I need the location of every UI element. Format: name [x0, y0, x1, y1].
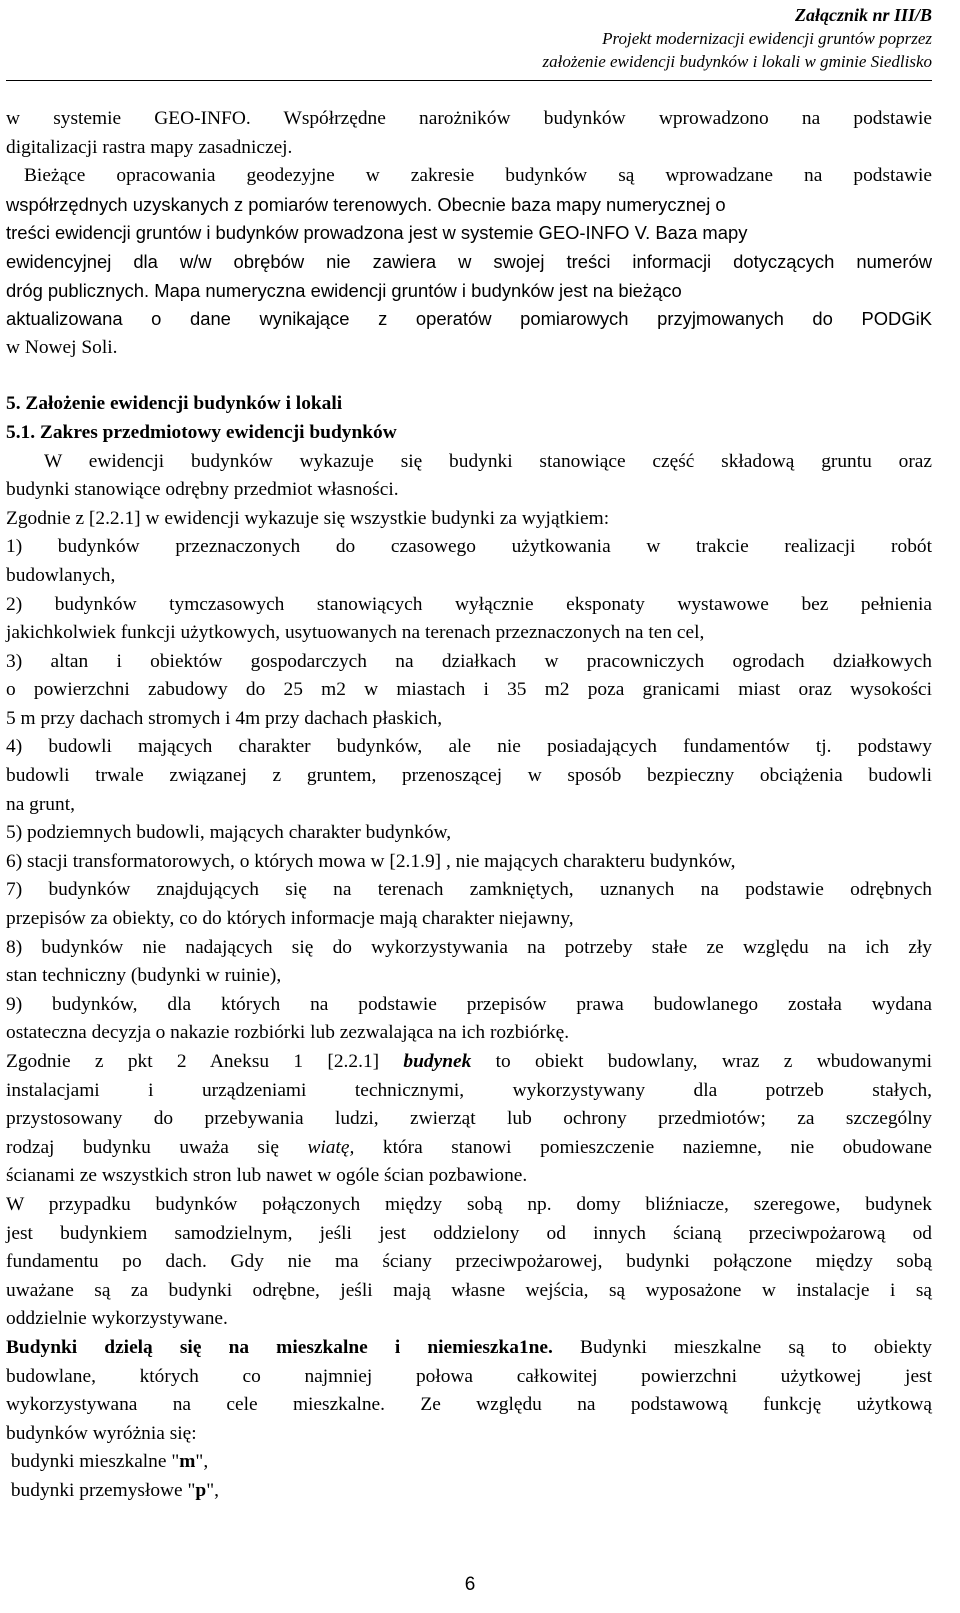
text-line: jest budynkiem samodzielnym, jeśli jest oddzielony od innych ścianą przeciwpożarową od — [6, 1222, 932, 1244]
text-line: ostateczna decyzja o nakazie rozbiórki lub zezwalająca na ich rozbiórkę. — [6, 1022, 570, 1044]
text-line: dróg publicznych. Mapa numeryczna ewidencji gruntów i budynków jest na bieżąco — [6, 279, 682, 301]
text-line: budynki stanowiące odrębny przedmiot własności. — [6, 479, 399, 501]
text-line: wykorzystywana na cele mieszkalne. Ze względu na podstawową funkcję użytkową — [6, 1394, 932, 1416]
list-item: 4) budowli mających charakter budynków, ale nie posiadających fundamentów tj. podstawy — [6, 736, 932, 758]
code-m: m — [179, 1451, 196, 1473]
text-line: o powierzchni zabudowy do 25 m2 w miastach i 35 m2 poza granicami miast oraz wysokości — [6, 679, 932, 701]
list-item: 6) stacji transformatorowych, o których mowa w [2.1.9] , nie mających charakteru budynków, — [6, 850, 736, 872]
list-item: 5) podziemnych budowli, mających charakter budynków, — [6, 822, 452, 844]
text-line: budowlanych, — [6, 564, 116, 586]
text-line: na grunt, — [6, 793, 75, 815]
text-line: budowli trwale związanej z gruntem, przenoszącej w sposób bezpieczny obciążenia budowli — [6, 765, 932, 787]
text-line: digitalizacji rastra mapy zasadniczej. — [6, 136, 293, 158]
text-line: oddzielnie wykorzystywane. — [6, 1308, 228, 1330]
text-line: w Nowej Soli. — [6, 336, 118, 358]
text-line: budowlane, których co najmniej połowa całkowitej powierzchni użytkowej jest — [6, 1365, 932, 1387]
list-item: 1) budynków przeznaczonych do czasowego użytkowania w trakcie realizacji robót — [6, 536, 932, 558]
text-line: rodzaj budynku uważa się wiatę, która stanowi pomieszczenie naziemne, nie obudowane — [6, 1136, 932, 1158]
text-line: treści ewidencji gruntów i budynków prowadzona jest w systemie GEO-INFO V. Baza mapy — [6, 222, 748, 244]
list-item: 9) budynków, dla których na podstawie przepisów prawa budowlanego została wydana — [6, 993, 932, 1015]
text-line: 5 m przy dachach stromych i 4m przy dachach płaskich, — [6, 707, 443, 729]
text-line: przepisów za obiekty, co do których informacje mają charakter niejawny, — [6, 908, 574, 930]
text-line: ewidencyjnej dla w/w obrębów nie zawiera w swojej treści informacji dotyczących numerów — [6, 250, 932, 272]
list-item: 8) budynków nie nadających się do wykorzystywania na potrzeby stałe ze względu na ich zły — [6, 936, 932, 958]
text-line: Zgodnie z [2.2.1] w ewidencji wykazuje się wszystkie budynki za wyjątkiem: — [6, 507, 610, 529]
text-line: aktualizowana o dane wynikające z operatów pomiarowych przyjmowanych do PODGiK — [6, 308, 932, 330]
text-line: w systemie GEO-INFO. Współrzędne narożników budynków wprowadzono na podstawie — [6, 108, 932, 129]
text-line: stan techniczny (budynki w ruinie), — [6, 965, 282, 987]
term-budynek: budynek — [403, 1051, 472, 1072]
text-line: przystosowany do przebywania ludzi, zwierząt lub ochrony przedmiotów; za szczególny — [6, 1108, 932, 1130]
text-line: współrzędnych uzyskanych z pomiarów terenowych. Obecnie baza mapy numerycznej o — [6, 193, 726, 215]
header-rule — [6, 80, 932, 81]
project-subtitle: założenie ewidencji budynków i lokali w gminie Siedlisko — [542, 52, 932, 71]
text-line: W ewidencji budynków wykazuje się budynki stanowiące część składową gruntu oraz — [44, 450, 932, 472]
text-line: budynków wyróżnia się: — [6, 1422, 197, 1444]
code-p: p — [195, 1479, 207, 1501]
text-line: W przypadku budynków połączonych między sobą np. domy bliźniacze, szeregowe, budynek — [6, 1193, 932, 1215]
text-line: instalacjami i urządzeniami technicznymi, wykorzystywany dla potrzeb stałych, — [6, 1079, 932, 1101]
text-line: fundamentu po dach. Gdy nie ma ściany przeciwpożarowej, budynki połączone między sobą — [6, 1251, 932, 1273]
list-item: 7) budynków znajdujących się na terenach zamkniętych, uznanych na podstawie odrębnych — [6, 879, 932, 901]
term-wiata: wiatę, — [307, 1136, 355, 1158]
text-line: Zgodnie z pkt 2 Aneksu 1 [2.2.1] budynek to obiekt budowlany, wraz z wbudowanymi — [6, 1051, 932, 1072]
text-line: ścianami ze wszystkich stron lub nawet w ogóle ścian pozbawione. — [6, 1165, 528, 1187]
attachment-label: Załącznik nr III/B — [794, 5, 932, 25]
document-body — [6, 105, 932, 1506]
text-line: uważane są za budynki odrębne, jeśli mają własne wejścia, są wyposażone w instalacje i są — [6, 1279, 932, 1301]
building-types-heading: Budynki dzielą się na mieszkalne i niemieszka1ne. — [6, 1336, 553, 1358]
page-header — [232, 4, 932, 73]
page-number: 6 — [464, 1574, 476, 1595]
list-item: 2) budynków tymczasowych stanowiących wyłącznie eksponaty wystawowe bez pełnienia — [6, 593, 932, 615]
text-line: Bieżące opracowania geodezyjne w zakresie budynków są wprowadzane na podstawie — [24, 165, 932, 187]
project-title: Projekt modernizacji ewidencji gruntów poprzez — [602, 29, 932, 48]
text-line: Budynki dzielą się na mieszkalne i niemieszka1ne. Budynki mieszkalne są to obiekty — [6, 1336, 932, 1358]
building-type-item: budynki przemysłowe "p", — [10, 1479, 219, 1501]
list-item: 3) altan i obiektów gospodarczych na działkach w pracowniczych ogrodach działkowych — [6, 650, 932, 672]
spacer — [6, 362, 932, 390]
text-line: jakichkolwiek funkcji użytkowych, usytuowanych na terenach przeznaczonych na ten cel, — [6, 622, 705, 644]
subsection-heading: 5.1. Zakres przedmiotowy ewidencji budynków — [6, 421, 397, 443]
section-heading: 5. Założenie ewidencji budynków i lokali — [6, 393, 343, 415]
building-type-item: budynki mieszkalne "m", — [10, 1451, 209, 1473]
